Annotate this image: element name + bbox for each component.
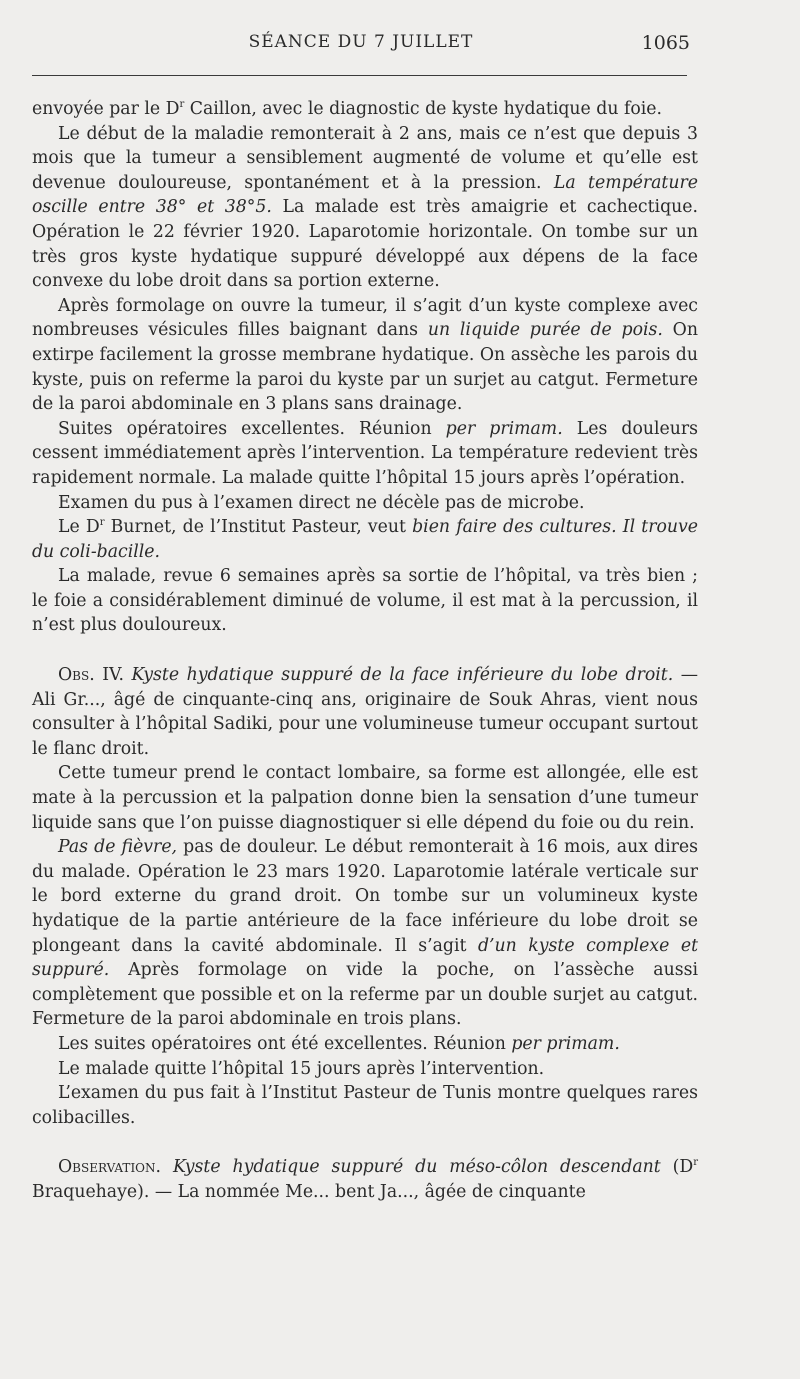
body-text xyxy=(32,97,698,1205)
paragraph xyxy=(32,1057,698,1082)
text-run: La malade est très amaigrie et cachectique. Opération le 22 février 1920. Laparotomie horizontale. On tombe sur un très gros kyste hydatique suppuré développé aux dépens de la face convexe du lobe droit dans sa portion externe. xyxy=(32,197,698,292)
italic-text: Pas de fièvre, xyxy=(58,837,178,858)
text-run: Après formolage on vide la poche, on l’assèche aussi complètement que possible et on la referme par un double surjet au catgut. Fermeture de la paroi abdominale en trois plans. xyxy=(32,960,698,1030)
text-run: Après formolage on ouvre la tumeur, il s’agit d’un kyste complexe avec nombreuses vésicules filles baignant dans xyxy=(32,295,698,341)
paragraph xyxy=(32,97,698,122)
text-run: On extirpe facilement la grosse membrane hydatique. On assèche les parois du kyste, puis on referme la paroi du kyste par un surjet au catgut. Fermeture de la paroi abdominale en 3 plans sans drainage. xyxy=(32,320,698,415)
paragraph xyxy=(32,1081,698,1130)
text-run: Braquehaye). — La nommée Me... bent Ja..., âgée de cinquante xyxy=(32,1181,586,1202)
text-run: Burnet, de l’Institut Pasteur, veut xyxy=(104,517,413,538)
text-run xyxy=(161,1157,173,1177)
italic-text: bien faire des cultures. Il trouve du coli-bacille. xyxy=(32,517,698,562)
text-run: envoyée par le D xyxy=(32,99,180,119)
italic-text: Kyste hydatique suppuré du méso-côlon descendant xyxy=(172,1157,661,1178)
paragraph xyxy=(32,515,698,564)
running-title: SÉANCE DU 7 JUILLET xyxy=(248,32,474,52)
italic-text: un liquide purée de pois. xyxy=(427,320,663,341)
text-run: Examen du pus à l’examen direct ne décèle pas de microbe. xyxy=(58,492,585,513)
text-run: — Ali Gr..., âgé de cinquante-cinq ans, originaire de Souk Ahras, vient nous consulter à l’hôpital Sadiki, pour une volumineuse tumeur occupant surtout le flanc droit. xyxy=(32,665,698,759)
superscript: r xyxy=(99,517,105,529)
text-run: IV. xyxy=(94,665,132,686)
paragraph xyxy=(32,1155,698,1204)
paragraph xyxy=(32,491,698,516)
small-caps-label: Obs. xyxy=(58,665,95,686)
text-run: pas de douleur. Le début remonterait à 16 mois, aux dires du malade. Opération le 23 mars 1920. Laparotomie latérale verticale sur le bord externe du grand droit. On tombe sur un volumineux kyste hydatique de la partie antérieure de la face inférieure du lobe droit se plongeant dans la cavité abdominale. Il s’agit xyxy=(32,837,699,956)
small-caps-label: Observation. xyxy=(58,1157,162,1178)
superscript: r xyxy=(693,1157,698,1169)
text-run: Caillon, avec le diagnostic de kyste hydatique du foie. xyxy=(184,99,663,119)
paragraph xyxy=(32,122,698,294)
text-run: L’examen du pus fait à l’Institut Pasteur de Tunis montre quelques rares colibacilles. xyxy=(32,1083,698,1128)
paragraph xyxy=(32,564,698,638)
page-header xyxy=(32,32,690,62)
page-number: 1065 xyxy=(641,32,690,54)
text-run: Les suites opératoires ont été excellentes. Réunion xyxy=(58,1033,512,1054)
italic-text: per primam. xyxy=(445,418,563,439)
paragraph xyxy=(32,1032,698,1057)
text-run: Le début de la maladie remonterait à 2 ans, mais ce n’est que depuis 3 mois que la tumeur a sensiblement augmenté de volume et qu’elle est devenue douloureuse, spontanément et à la pression. xyxy=(32,123,698,193)
superscript: r xyxy=(179,99,185,111)
italic-text: d’un kyste complexe et suppuré. xyxy=(32,935,699,981)
paragraph xyxy=(32,294,698,417)
text-run: Les douleurs cessent immédiatement après l’intervention. La température redevient très rapidement normale. La malade quitte l’hôpital 15 jours après l’opération. xyxy=(32,418,698,488)
header-rule xyxy=(32,75,687,76)
italic-text: La température oscille entre 38° et 38°5. xyxy=(32,172,698,218)
paragraph xyxy=(32,417,698,491)
text-run: La malade, revue 6 semaines après sa sortie de l’hôpital, va très bien ; le foie a considérablement diminué de volume, il est mat à la percussion, il n’est plus douloureux. xyxy=(32,566,698,636)
text-run: Le D xyxy=(58,517,100,538)
italic-text: Kyste hydatique suppuré de la face inférieure du lobe droit. xyxy=(131,665,674,686)
italic-text: per primam. xyxy=(511,1033,620,1054)
text-run: Cette tumeur prend le contact lombaire, sa forme est allongée, elle est mate à la percussion et la palpation donne bien la sensation d’une tumeur liquide sans que l’on puisse diagnostiquer si elle dépend du foie ou du rein. xyxy=(32,763,698,833)
paragraph xyxy=(32,835,698,1032)
text-run: (D xyxy=(660,1157,694,1178)
paragraph xyxy=(32,761,698,835)
text-run: Le malade quitte l’hôpital 15 jours après l’intervention. xyxy=(58,1058,545,1079)
text-run: Suites opératoires excellentes. Réunion xyxy=(58,418,446,439)
paragraph xyxy=(32,663,698,761)
